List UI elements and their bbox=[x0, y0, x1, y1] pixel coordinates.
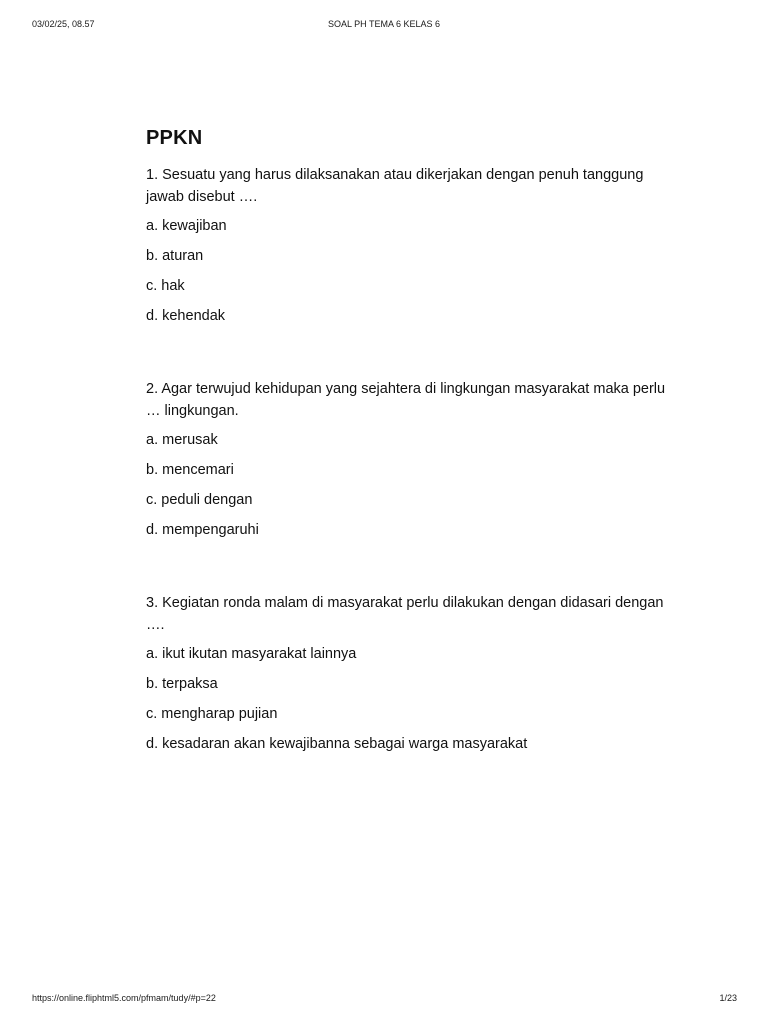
question-text: 1. Sesuatu yang harus dilaksanakan atau dikerjakan dengan penuh tanggung jawab disebut …. bbox=[146, 167, 644, 205]
print-header bbox=[0, 19, 768, 33]
print-datetime: 03/02/25, 08.57 bbox=[32, 19, 95, 29]
answer-option-d: d. kesadaran akan kewajibanna sebagai warga masyarakat bbox=[146, 736, 528, 752]
question-1 bbox=[146, 164, 666, 327]
answer-option-a: a. ikut ikutan masyarakat lainnya bbox=[146, 646, 357, 662]
answer-options bbox=[146, 643, 666, 755]
answer-option-d: d. mempengaruhi bbox=[146, 522, 259, 538]
print-footer bbox=[0, 993, 768, 1007]
question-2 bbox=[146, 378, 666, 541]
section-title: PPKN bbox=[146, 127, 203, 149]
print-page-number: 1/23 bbox=[719, 993, 737, 1003]
answer-option-b: b. aturan bbox=[146, 248, 204, 264]
answer-options bbox=[146, 215, 666, 327]
question-3 bbox=[146, 592, 666, 755]
answer-option-c: c. peduli dengan bbox=[146, 492, 253, 508]
answer-option-a: a. merusak bbox=[146, 432, 218, 448]
answer-option-d: d. kehendak bbox=[146, 308, 226, 324]
print-document-title: SOAL PH TEMA 6 KELAS 6 bbox=[327, 19, 441, 29]
document-page-content bbox=[146, 126, 666, 806]
answer-option-a: a. kewajiban bbox=[146, 218, 227, 234]
answer-option-b: b. mencemari bbox=[146, 462, 234, 478]
question-text: 3. Kegiatan ronda malam di masyarakat perlu dilakukan dengan didasari dengan …. bbox=[146, 595, 664, 633]
print-source-url: https://online.fliphtml5.com/pfmam/tudy/#p=22 bbox=[32, 993, 216, 1003]
answer-option-c: c. hak bbox=[146, 278, 185, 294]
question-text: 2. Agar terwujud kehidupan yang sejahtera di lingkungan masyarakat maka perlu … lingkungan. bbox=[146, 381, 666, 419]
answer-option-b: b. terpaksa bbox=[146, 676, 218, 692]
answer-options bbox=[146, 429, 666, 541]
answer-option-c: c. mengharap pujian bbox=[146, 706, 278, 722]
